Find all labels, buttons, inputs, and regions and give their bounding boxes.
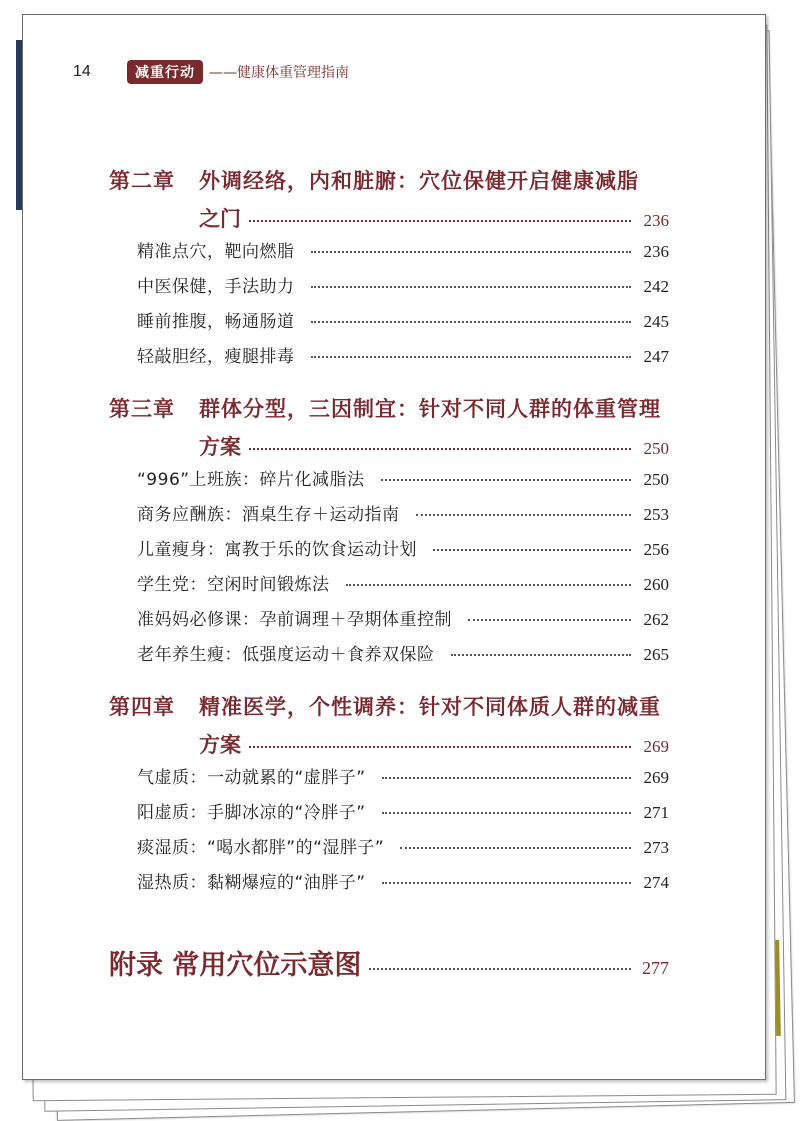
chapter-4 [109, 691, 669, 903]
entry-page: 271 [643, 803, 669, 822]
entry-title: 学生党：空闲时间锻炼法 [137, 575, 330, 595]
toc-entry[interactable] [109, 342, 669, 377]
chapter-title-end: 方案 [199, 434, 241, 459]
entry-title: 睡前推腹，畅通肠道 [137, 312, 295, 332]
toc-entry[interactable] [109, 640, 669, 675]
toc-entry[interactable] [109, 868, 669, 903]
appendix-page: 277 [642, 958, 669, 978]
toc-entry[interactable] [109, 833, 669, 868]
chapter-page: 250 [643, 439, 669, 458]
chapter-title: 外调经络，内和脏腑：穴位保健开启健康减脂 [199, 168, 639, 193]
entry-page: 262 [643, 610, 669, 629]
chapter-title: 精准医学，个性调养：针对不同体质人群的减重 [199, 694, 661, 719]
toc-entry[interactable] [109, 763, 669, 798]
toc-entry[interactable] [109, 535, 669, 570]
book-title-badge: 减重行动 [127, 60, 203, 84]
chapter-title-continuation[interactable] [109, 431, 669, 465]
entry-title: “996”上班族：碎片化减脂法 [137, 470, 365, 490]
entry-title: 老年养生瘦：低强度运动＋食养双保险 [137, 645, 435, 665]
chapter-number: 第三章 [109, 396, 175, 421]
toc-entry[interactable] [109, 272, 669, 307]
chapter-number: 第四章 [109, 694, 175, 719]
toc-entry[interactable] [109, 605, 669, 640]
chapter-number: 第二章 [109, 168, 175, 193]
toc-entry[interactable] [109, 798, 669, 833]
page-number: 14 [73, 63, 91, 80]
toc-entry[interactable] [109, 307, 669, 342]
entry-title: 湿热质：黏糊爆痘的“油胖子” [137, 873, 366, 893]
dot-leader [416, 514, 632, 516]
entry-page: 256 [643, 540, 669, 559]
dot-leader [249, 448, 631, 450]
dot-leader [400, 847, 631, 849]
page-header [73, 59, 349, 85]
dot-leader [369, 968, 631, 970]
entry-page: 253 [643, 505, 669, 524]
entry-title: 中医保健，手法助力 [137, 277, 295, 297]
toc-entry[interactable] [109, 237, 669, 272]
dot-leader [311, 356, 632, 358]
dot-leader [382, 812, 631, 814]
chapter-title: 群体分型，三因制宜：针对不同人群的体重管理 [199, 396, 661, 421]
chapter-title-continuation[interactable] [109, 729, 669, 763]
entry-title: 精准点穴，靶向燃脂 [137, 242, 295, 262]
entry-title: 商务应酬族：酒桌生存＋运动指南 [137, 505, 400, 525]
book-subtitle: ——健康体重管理指南 [209, 65, 349, 81]
dot-leader [311, 251, 632, 253]
entry-title: 轻敲胆经，瘦腿排毒 [137, 347, 295, 367]
toc-entry[interactable] [109, 570, 669, 605]
dot-leader [468, 619, 631, 621]
dot-leader [346, 584, 632, 586]
appendix-entry[interactable] [109, 943, 669, 993]
chapter-2 [109, 165, 669, 377]
entry-page: 274 [643, 873, 669, 892]
chapter-title-end: 方案 [199, 732, 241, 757]
entry-title: 准妈妈必修课：孕前调理＋孕期体重控制 [137, 610, 452, 630]
appendix-title: 附录 常用穴位示意图 [109, 950, 362, 981]
entry-page: 265 [643, 645, 669, 664]
entry-page: 242 [643, 277, 669, 296]
entry-title: 痰湿质：“喝水都胖”的“湿胖子” [137, 838, 385, 858]
entry-page: 247 [643, 347, 669, 366]
chapter-title-end: 之门 [199, 206, 241, 231]
dot-leader [311, 286, 632, 288]
table-of-contents [109, 165, 669, 993]
chapter-page: 236 [643, 211, 669, 230]
toc-entry[interactable] [109, 465, 669, 500]
document-page [22, 14, 766, 1080]
chapter-heading[interactable] [109, 393, 669, 431]
chapter-3 [109, 393, 669, 675]
dot-leader [433, 549, 631, 551]
dot-leader [382, 882, 631, 884]
dot-leader [249, 746, 631, 748]
entry-title: 气虚质：一动就累的“虚胖子” [137, 768, 366, 788]
entry-page: 236 [643, 242, 669, 261]
entry-page: 245 [643, 312, 669, 331]
dot-leader [311, 321, 632, 323]
entry-page: 269 [643, 768, 669, 787]
dot-leader [382, 777, 631, 779]
dot-leader [249, 220, 631, 222]
dot-leader [381, 479, 631, 481]
chapter-title-continuation[interactable] [109, 203, 669, 237]
chapter-heading[interactable] [109, 165, 669, 203]
entry-title: 儿童瘦身：寓教于乐的饮食运动计划 [137, 540, 417, 560]
entry-page: 260 [643, 575, 669, 594]
toc-entry[interactable] [109, 500, 669, 535]
entry-title: 阳虚质：手脚冰凉的“冷胖子” [137, 803, 366, 823]
entry-page: 250 [643, 470, 669, 489]
chapter-heading[interactable] [109, 691, 669, 729]
dot-leader [451, 654, 632, 656]
entry-page: 273 [643, 838, 669, 857]
chapter-page: 269 [643, 737, 669, 756]
